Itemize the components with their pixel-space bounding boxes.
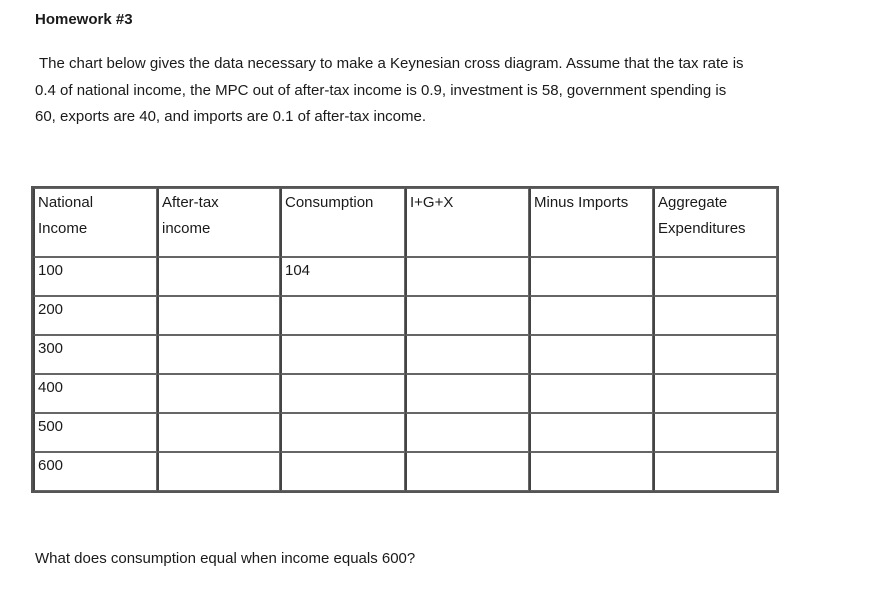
cell-after-tax-income[interactable] [157,413,280,452]
header-text: income [162,220,211,237]
header-minus-imports [529,188,653,257]
header-aggregate-expenditures [653,188,777,257]
header-text: After-tax [162,194,219,211]
cell-aggregate-expenditures[interactable] [653,413,777,452]
cell-national-income: 300 [33,335,157,374]
cell-igx[interactable] [405,452,529,491]
header-national-income [33,188,157,257]
header-after-tax-income [157,188,280,257]
header-consumption [280,188,405,257]
cell-igx[interactable] [405,257,529,296]
cell-aggregate-expenditures[interactable] [653,257,777,296]
cell-igx[interactable] [405,374,529,413]
cell-national-income: 500 [33,413,157,452]
cell-minus-imports[interactable] [529,413,653,452]
question-text: What does consumption equal when income equals 600? [35,550,416,567]
cell-aggregate-expenditures[interactable] [653,374,777,413]
cell-national-income: 100 [33,257,157,296]
cell-igx[interactable] [405,413,529,452]
cell-after-tax-income[interactable] [157,257,280,296]
cell-aggregate-expenditures[interactable] [653,296,777,335]
intro-line-2: 0.4 of national income, the MPC out of after-tax income is 0.9, investment is 58, government spending is [35,81,727,99]
table-row [33,335,777,374]
cell-national-income: 600 [33,452,157,491]
table-row [33,296,777,335]
cell-consumption[interactable]: 104 [280,257,405,296]
header-text: Aggregate [658,194,728,211]
header-text: Expenditures [658,220,746,237]
cell-consumption[interactable] [280,452,405,491]
cell-consumption[interactable] [280,374,405,413]
table-row [33,257,777,296]
cell-consumption[interactable] [280,296,405,335]
cell-after-tax-income[interactable] [157,296,280,335]
cell-after-tax-income[interactable] [157,374,280,413]
header-text: Income [38,220,88,237]
table-row [33,374,777,413]
header-text: National [38,194,94,211]
cell-minus-imports[interactable] [529,374,653,413]
cell-aggregate-expenditures[interactable] [653,452,777,491]
cell-aggregate-expenditures[interactable] [653,335,777,374]
page-title: Homework #3 [35,11,133,28]
table-row [33,452,777,491]
cell-after-tax-income[interactable] [157,335,280,374]
cell-minus-imports[interactable] [529,296,653,335]
cell-igx[interactable] [405,335,529,374]
header-text: I+G+X [410,194,454,211]
intro-paragraph [35,51,835,131]
cell-consumption[interactable] [280,413,405,452]
keynesian-cross-table [31,186,779,493]
cell-igx[interactable] [405,296,529,335]
header-igx [405,188,529,257]
header-text: Minus Imports [534,194,629,211]
table-header-row [33,188,777,257]
cell-national-income: 200 [33,296,157,335]
cell-minus-imports[interactable] [529,257,653,296]
intro-line-1: The chart below gives the data necessary to make a Keynesian cross diagram. Assume that the tax rate is [39,55,744,72]
table-row [33,413,777,452]
cell-minus-imports[interactable] [529,452,653,491]
cell-minus-imports[interactable] [529,335,653,374]
cell-after-tax-income[interactable] [157,452,280,491]
cell-consumption[interactable] [280,335,405,374]
cell-national-income: 400 [33,374,157,413]
intro-line-3: 60, exports are 40, and imports are 0.1 of after-tax income. [35,108,427,125]
header-text: Consumption [285,194,374,211]
